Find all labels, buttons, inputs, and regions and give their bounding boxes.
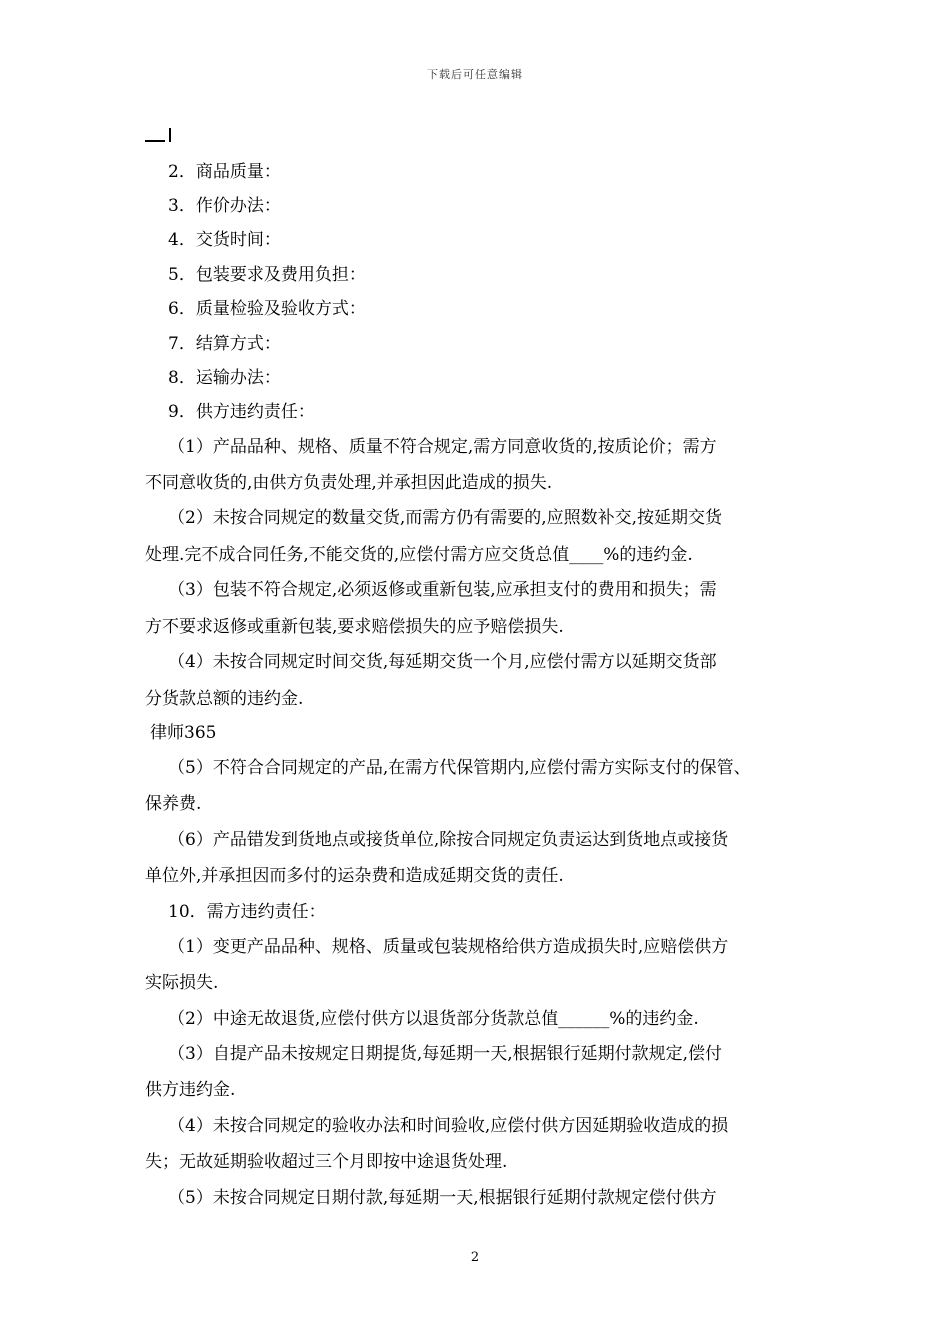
page-number: 2 <box>470 1250 480 1265</box>
paragraph-line: （3）包装不符合规定,必须返修或重新包装,应承担支付的费用和损失；需 <box>168 580 717 600</box>
clause-7: 7．结算方式： <box>168 334 281 354</box>
paragraph-line: （2）未按合同规定的数量交货,而需方仍有需要的,应照数补交,按延期交货 <box>168 508 723 528</box>
paragraph-line: 方不要求返修或重新包装,要求赔偿损失的应予赔偿损失. <box>145 617 564 637</box>
paragraph-line: （6）产品错发到货地点或接货单位,除按合同规定负责运达到货地点或接货 <box>168 830 729 850</box>
lawyer-note: 律师365 <box>150 723 217 743</box>
clause-2: 2．商品质量： <box>168 162 281 182</box>
clause-4: 4．交货时间： <box>168 230 281 250</box>
paragraph-line: 失；无故延期验收超过三个月即按中途退货处理. <box>145 1152 508 1172</box>
paragraph-line: （3）自提产品未按规定日期提货,每延期一天,根据银行延期付款规定,偿付 <box>168 1044 723 1064</box>
paragraph-line: （1）变更产品品种、规格、质量或包装规格给供方造成损失时,应赔偿供方 <box>168 937 729 957</box>
paragraph-line: 保养费. <box>145 794 202 814</box>
clause-6: 6．质量检验及验收方式： <box>168 299 366 319</box>
paragraph-line: 单位外,并承担因而多付的运杂费和造成延期交货的责任. <box>145 866 564 886</box>
paragraph-line: 不同意收货的,由供方负责处理,并承担因此造成的损失. <box>145 473 553 493</box>
paragraph-line: 处理.完不成合同任务,不能交货的,应偿付需方应交货总值____%的违约金. <box>145 545 693 565</box>
paragraph-line: （5）未按合同规定日期付款,每延期一天,根据银行延期付款规定偿付供方 <box>168 1188 717 1208</box>
paragraph-line: 实际损失. <box>145 973 219 993</box>
clause-10: 10．需方违约责任： <box>168 902 326 922</box>
paragraph-line: 供方违约金. <box>145 1080 236 1100</box>
paragraph-line: （4）未按合同规定时间交货,每延期交货一个月,应偿付需方以延期交货部 <box>168 652 717 672</box>
clause-8: 8．运输办法： <box>168 368 281 388</box>
page-header: 下载后可任意编辑 <box>427 68 523 81</box>
corner-crop-mark <box>145 128 173 142</box>
paragraph-line: 分货款总额的违约金. <box>145 689 304 709</box>
paragraph-line: （4）未按合同规定的验收办法和时间验收,应偿付供方因延期验收造成的损 <box>168 1116 729 1136</box>
paragraph-line: （2）中途无故退货,应偿付供方以退货部分货款总值______%的违约金. <box>168 1009 699 1029</box>
clause-9: 9．供方违约责任： <box>168 402 315 422</box>
paragraph-line: （1）产品品种、规格、质量不符合规定,需方同意收货的,按质论价；需方 <box>168 437 717 457</box>
clause-5: 5．包装要求及费用负担： <box>168 265 366 285</box>
clause-3: 3．作价办法： <box>168 196 281 216</box>
paragraph-line: （5）不符合合同规定的产品,在需方代保管期内,应偿付需方实际支付的保管、 <box>168 758 751 778</box>
